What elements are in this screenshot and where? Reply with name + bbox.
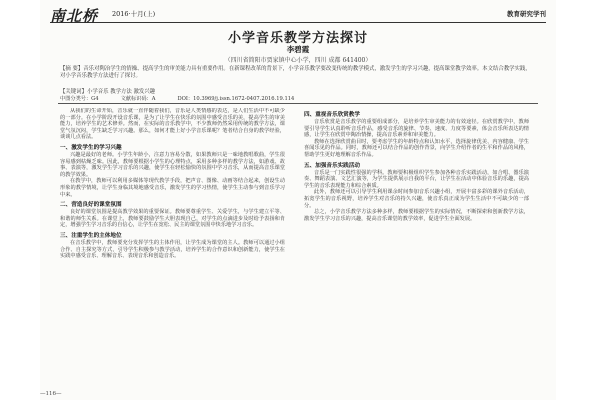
- article-title: 小学音乐教学方法探讨: [227, 31, 368, 46]
- body-paragraph: 音乐欣赏是音乐教学的重要组成部分，是培养学生审美能力的有效途径。在欣赏教学中，教师要引导学生认真聆听音乐作品，感受音乐的旋律、节奏、速度、力度等要素，体会音乐所表达的情感，让学生在欣赏中陶冶情操，提高音乐素养和审美能力。: [304, 119, 529, 139]
- body-paragraph: 此外，教师还可以引导学生利用课余时间参加音乐兴趣小组，开展丰富多彩的课外音乐活动，拓宽学生的音乐视野，培养学生对音乐的持久兴趣，使音乐真正成为学生生活中不可缺少的一部分。: [304, 189, 529, 209]
- page-header: [50, 4, 546, 23]
- section-heading: 一、激发学生的学习兴趣: [60, 144, 122, 151]
- section-heading: 二、营造良好的课堂氛围: [60, 202, 122, 209]
- header-divider: [58, 103, 538, 104]
- column-name: 教育研究学刊: [507, 10, 546, 18]
- journal-logo: 南北桥: [50, 7, 99, 25]
- issue-label: 2016·十月(上): [112, 10, 156, 18]
- body-paragraph: 总之，小学音乐教学方法多种多样，教师要根据学生的实际情况，不断探索和创新教学方法，激发学生学习音乐的兴趣，提高音乐课堂的教学效率，促进学生全面发展。: [304, 209, 529, 222]
- page-number: —116—: [40, 391, 62, 397]
- body-paragraph: 兴趣是最好的老师。小学生年龄小，注意力容易分散，如果教师只是一味地教唱歌曲，学生很容易感到枯燥乏味。因此，教师要根据小学生的心理特点，采用多种多样的教学方法，如游戏、故事、表演等，激发学生学习音乐的兴趣，使学生在轻松愉快的氛围中学习音乐，从而提高音乐课堂的教学效果。: [60, 151, 285, 178]
- body-paragraph: 在音乐教学中，教师要充分发挥学生的主体作用，让学生成为课堂的主人。教师可以通过小组合作、自主探究等方式，引导学生积极参与教学活动，培养学生的合作意识和创新能力，使学生在实践中感受音乐、理解音乐、表现音乐和创造音乐。: [60, 239, 285, 260]
- classification-line: [60, 95, 536, 102]
- article-abstract: 【摘 要】音乐对陶冶学生的情操、提高学生的审美能力具有重要作用。在新课程改革的背景下，小学音乐教学要改变传统的教学模式，激发学生的学习兴趣，提高课堂教学效率。本文结合教学实践，对小学音乐教学方法进行了探讨。: [60, 66, 531, 80]
- journal-page: [40, 0, 556, 400]
- right-column: [304, 108, 529, 390]
- body-paragraph: 音乐是一门实践性很强的学科。教师要积极组织学生参加各种音乐实践活动，如合唱、器乐演奏、舞蹈表演、文艺汇演等，为学生提供展示自我的平台，让学生在活动中体验音乐的乐趣，提高学生的音乐表现能力和综合素质。: [304, 169, 529, 189]
- section-heading: 五、加强音乐实践活动: [304, 162, 360, 169]
- body-paragraph: 在教学中，教师可以利用多媒体等现代教学手段，把声音、图像、动画等结合起来，创设生动形象的教学情境，让学生身临其境地感受音乐，激发学生的学习热情，使学生主动参与到音乐学习中来。: [60, 178, 285, 198]
- article-author: 李碧霞: [286, 45, 310, 54]
- body-paragraph: 教师在选择欣赏曲目时，要考虑学生的年龄特点和认知水平，选择旋律优美、内容健康、学生喜闻乐见的作品。同时，教师还可以结合作品的创作背景，向学生介绍作者的生平和作品的风格，帮助学生更好地理解音乐作品。: [304, 138, 529, 158]
- article-keywords: 【关键词】小学音乐 教学方法 激发兴趣: [60, 89, 156, 95]
- doi: DOI：10.3969/j.issn.1672-0407.2016.19.114: [177, 96, 295, 102]
- body-paragraph: 从我们的生命开始，音乐就一直伴随着我们，音乐是人类情感的表达，是人们生活中不可缺少的一部分。在小学阶段开设音乐课，是为了让学生在快乐的氛围中感受音乐的美，提高学生的审美能力，培养学生的艺术修养。然而，在实际的音乐教学中，不少教师仍然采用传统的教学方法，课堂气氛沉闷，学生缺乏学习兴趣。那么，如何才能上好小学音乐课呢？笔者结合自身的教学经验，谈谈几点看法。: [60, 108, 285, 141]
- author-affiliation: （四川省简阳市贾家镇中心小学，四川 成都 641400）: [224, 57, 372, 64]
- left-column: [60, 108, 285, 390]
- document-code: 文献标识码：A: [120, 96, 156, 102]
- section-heading: 三、注重学生的主体地位: [60, 232, 122, 239]
- clc-number: 中图分类号：G4: [60, 96, 99, 102]
- body-paragraph: 良好的课堂氛围是提高教学效果的重要保证。教师要尊重学生、关爱学生，与学生建立平等、和谐的师生关系。在课堂上，教师要鼓励学生大胆表现自己，对学生的点滴进步及时给予表扬和肯定，增强学生学习音乐的自信心，让学生在宽松、民主的课堂氛围中快乐地学习音乐。: [60, 209, 285, 229]
- section-heading: 四、重视音乐欣赏教学: [304, 112, 360, 118]
